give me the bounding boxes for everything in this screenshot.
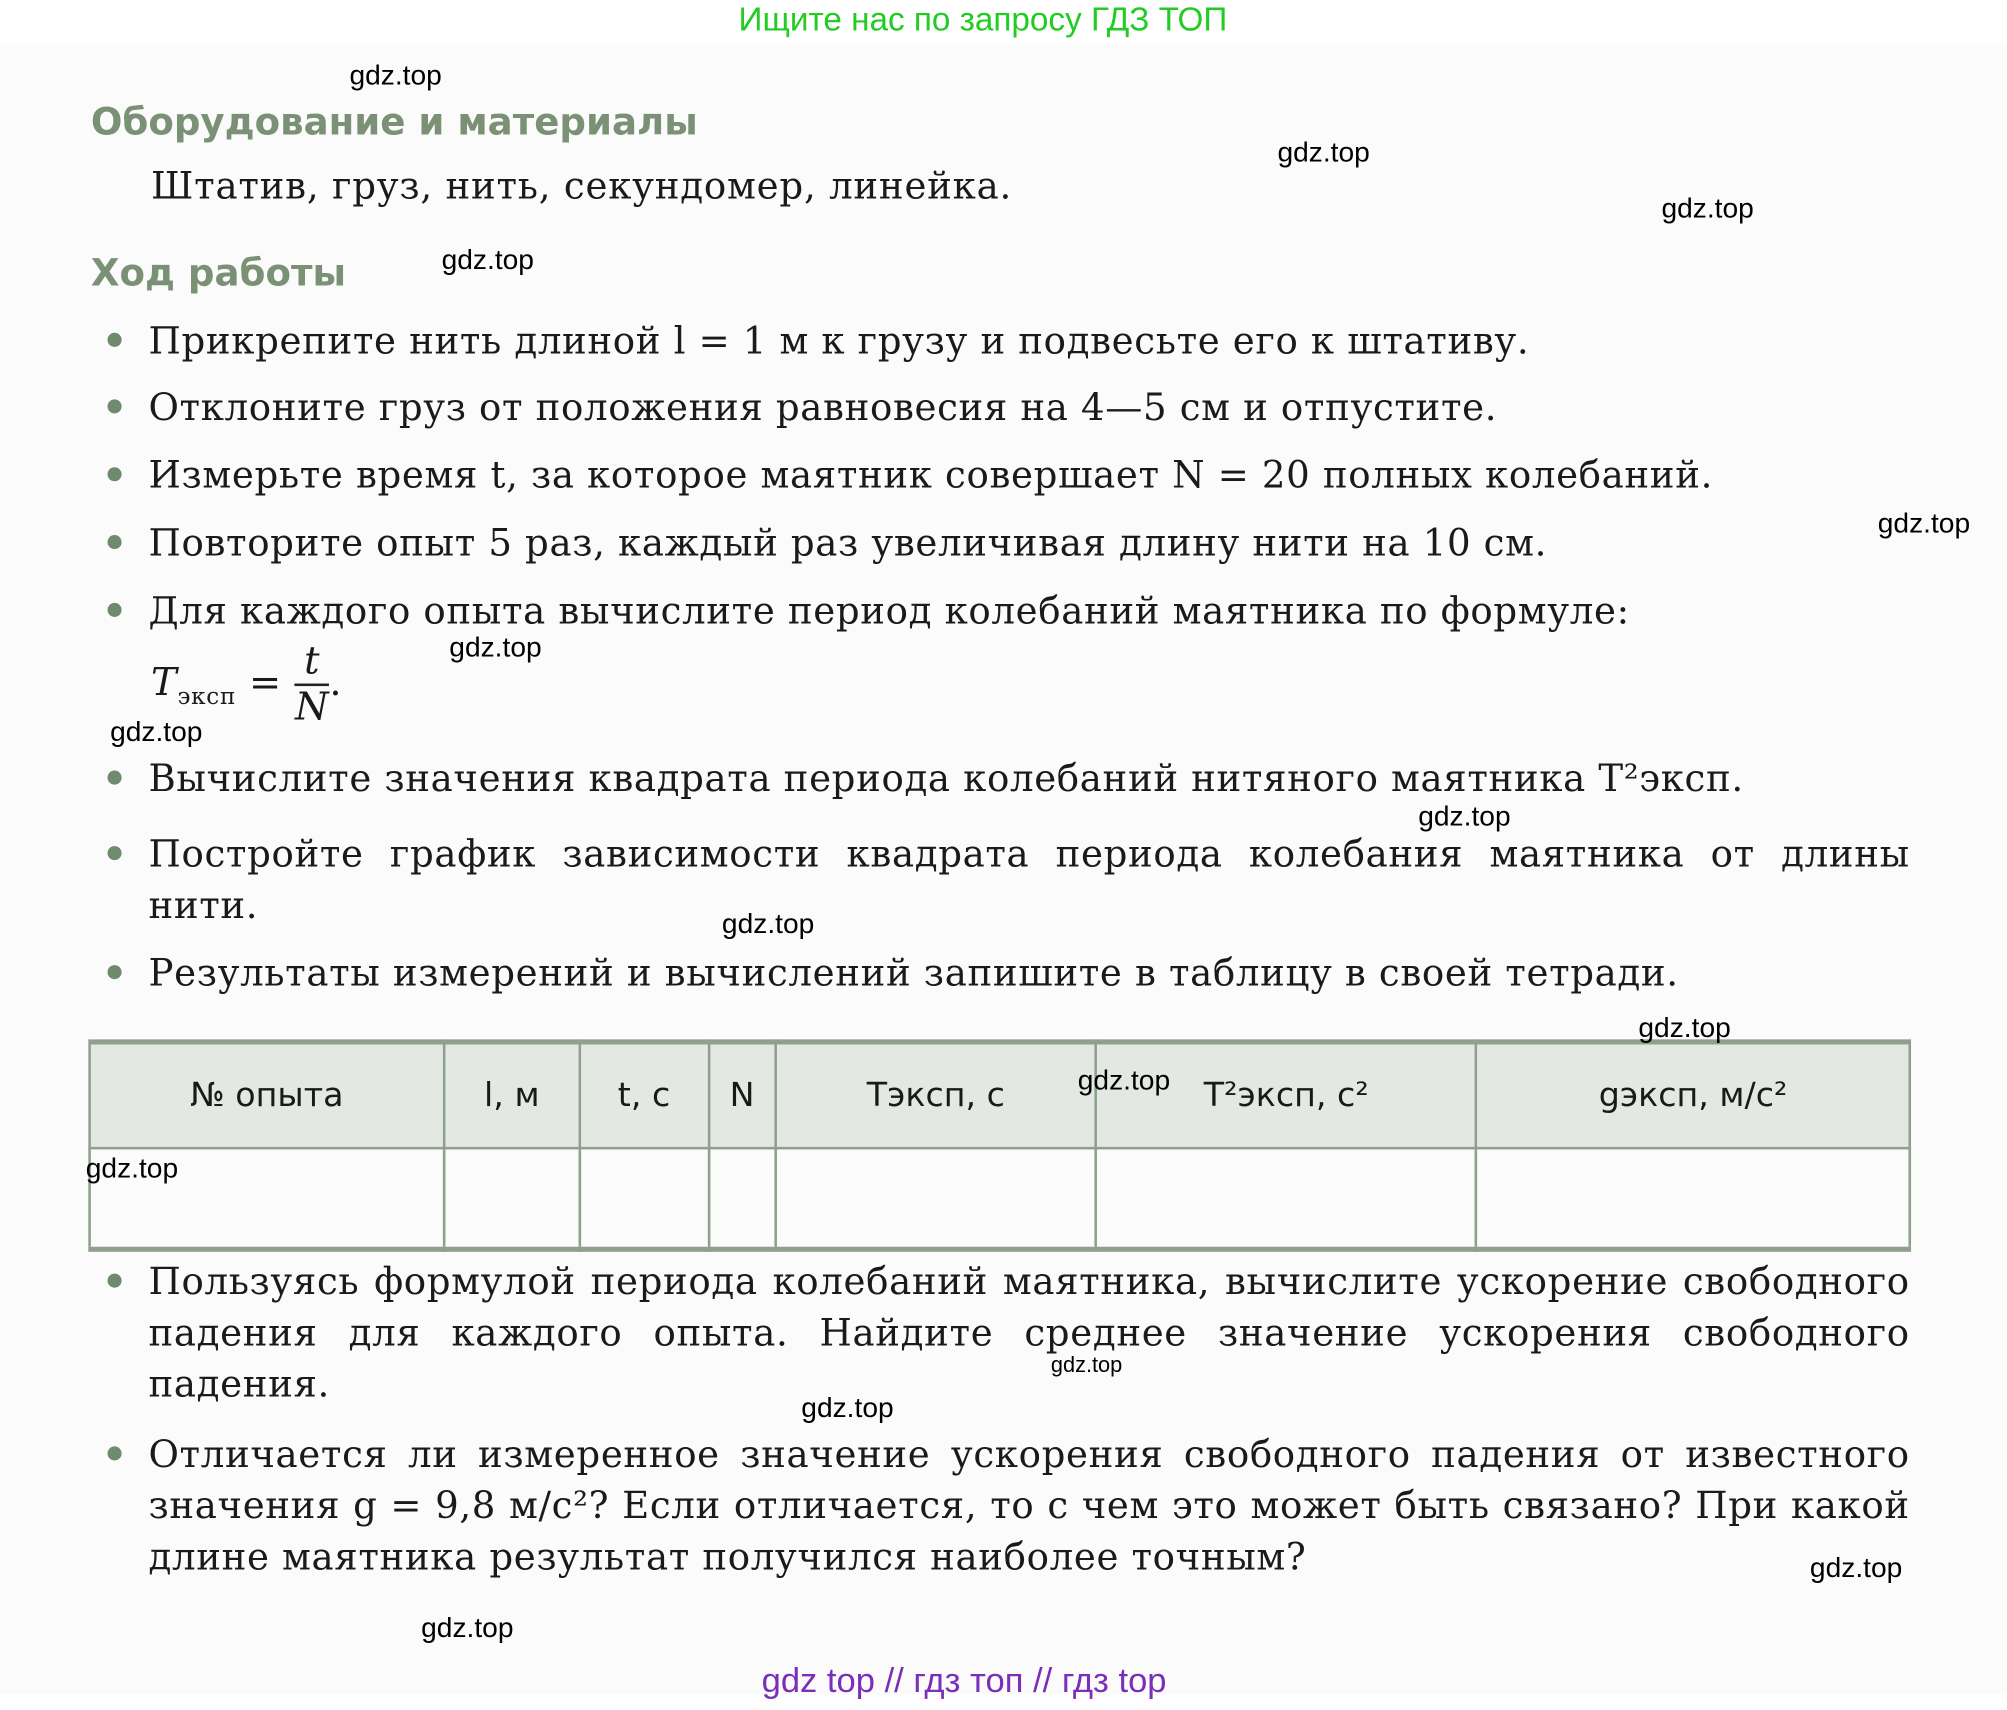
watermark: gdz.top xyxy=(85,1152,179,1184)
search-banner: Ищите нас по запросу ГДЗ ТОП xyxy=(738,0,1228,39)
watermark: gdz.top xyxy=(1877,506,1971,539)
watermark: gdz.top xyxy=(421,1611,514,1644)
header-cell: N xyxy=(709,1042,776,1148)
table-cell xyxy=(444,1148,580,1249)
watermark: gdz.top xyxy=(721,907,815,940)
table-cell xyxy=(1476,1148,1909,1249)
step-6: Вычислите значения квадрата периода колебаний нитяного маятника T²эксп. xyxy=(148,756,1744,800)
header-cell: Tэксп, с xyxy=(776,1042,1097,1148)
header-cell: gэксп, м/с² xyxy=(1476,1042,1909,1148)
watermark: gdz.top xyxy=(801,1391,894,1424)
watermark: gdz.top xyxy=(1809,1551,1903,1584)
results-table xyxy=(85,1039,1911,1251)
header-cell: № опыта xyxy=(90,1042,444,1148)
step-7: Постройте график зависимости квадрата периода колебания маятника от длины нити. xyxy=(148,832,1910,927)
watermark: gdz.top xyxy=(110,715,203,748)
header-cell: T²эксп, с² xyxy=(1096,1042,1476,1148)
table-cell xyxy=(580,1148,709,1249)
watermark: gdz.top xyxy=(1661,192,1754,224)
equipment-text: Штатив, груз, нить, секундомер, линейка. xyxy=(151,163,1013,208)
footer-links[interactable]: gdz top // гдз топ // гдз top xyxy=(761,1661,1167,1700)
step-8: Результаты измерений и вычислений запишите в таблицу в своей тетради. xyxy=(148,951,1679,995)
table-cell xyxy=(776,1148,1097,1249)
step-1: Прикрепите нить длиной l = 1 м к грузу и подвесьте его к штативу. xyxy=(148,318,1530,363)
step-2: Отклоните груз от положения равновесия на 4—5 см и отпустите. xyxy=(148,385,1498,429)
step-9: Пользуясь формулой периода колебаний маятника, вычислите ускорение свободного падения для каждого опыта. Найдите среднее значение ускорения свободного падения. xyxy=(148,1259,1910,1406)
procedure-heading: Ход работы xyxy=(90,250,347,295)
watermark: gdz.top xyxy=(441,243,534,276)
watermark: gdz.top xyxy=(1077,1063,1171,1096)
watermark: gdz.top xyxy=(449,631,542,664)
step-5: Для каждого опыта вычислите период колебаний маятника по формуле: xyxy=(148,588,1630,633)
watermark: gdz.top xyxy=(1277,135,1370,168)
table-row xyxy=(90,1148,1910,1249)
step-4: Повторите опыт 5 раз, каждый раз увеличивая длину нити на 10 см. xyxy=(148,520,1548,565)
period-formula: $T_{эксп}$ = $\frac{t}{N}$ . xyxy=(151,638,343,730)
header-cell: t, с xyxy=(580,1042,709,1148)
step-10: Отличается ли измеренное значение ускорения свободного падения от известного значения g = 9,8 м/с²? Если отличается, то с чем это может быть связано? При какой длине маятника результат получился наиболее точным? xyxy=(148,1432,1910,1579)
watermark: gdz.top xyxy=(1638,1011,1731,1044)
table-cell xyxy=(1096,1148,1476,1249)
watermark: gdz.top xyxy=(1418,800,1511,832)
header-cell: l, м xyxy=(444,1042,580,1148)
watermark: gdz.top xyxy=(349,58,442,91)
table-cell xyxy=(709,1148,776,1249)
step-3: Измерьте время t, за которое маятник совершает N = 20 полных колебаний. xyxy=(148,453,1714,497)
watermark: gdz.top xyxy=(1050,1352,1123,1378)
equipment-heading: Оборудование и материалы xyxy=(90,99,698,144)
